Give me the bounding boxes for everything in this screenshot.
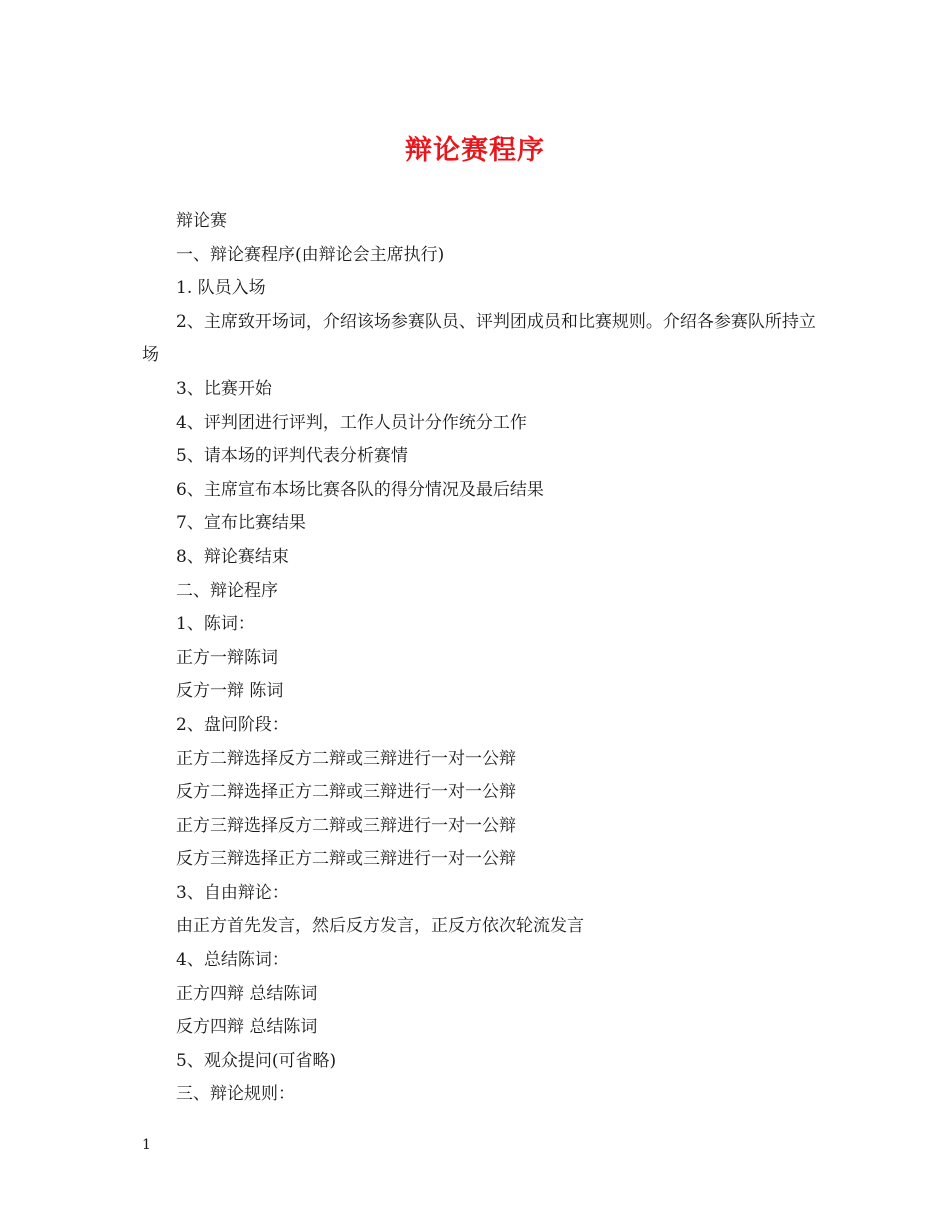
list-item: 5、请本场的评判代表分析赛情 (176, 446, 408, 467)
document-body (142, 205, 822, 1112)
paragraph-line: 正方四辩 总结陈词 (176, 983, 318, 1004)
paragraph-line: 由正方首先发言，然后反方发言，正反方依次轮流发言 (176, 916, 584, 937)
list-item: 4、总结陈词： (176, 950, 289, 971)
list-item: 1、陈词： (176, 614, 255, 635)
list-item: 8、辩论赛结束 (176, 546, 289, 567)
section-heading: 一、辩论赛程序(由辩论会主席执行) (176, 244, 445, 265)
list-item: 7、宣布比赛结果 (176, 513, 306, 534)
document-title: 辩论赛程序 (405, 135, 545, 166)
list-item: 3、自由辩论： (176, 882, 289, 903)
list-item: 2、盘问阶段： (176, 714, 289, 735)
paragraph-line: 反方四辩 总结陈词 (176, 1017, 318, 1038)
list-item: 1. 队员入场 (176, 278, 266, 299)
paragraph-line: 反方一辩 陈词 (176, 681, 284, 702)
list-item: 5、观众提问(可省略) (176, 1050, 337, 1071)
paragraph-line: 辩论赛 (176, 211, 227, 231)
list-item: 3、比赛开始 (176, 378, 272, 399)
list-item: 2、主席致开场词，介绍该场参赛队员、评判团成员和比赛规则。介绍各参赛队所持立场 (142, 311, 816, 366)
section-heading: 三、辩论规则： (176, 1084, 295, 1105)
paragraph-line: 正方二辩选择反方二辩或三辩进行一对一公辩 (176, 748, 516, 769)
section-heading: 二、辩论程序 (176, 580, 278, 601)
list-item: 4、评判团进行评判，工作人员计分作统分工作 (176, 412, 527, 433)
list-item: 6、主席宣布本场比赛各队的得分情况及最后结果 (176, 479, 544, 500)
page-number: 1 (142, 1137, 151, 1153)
paragraph-line: 反方二辩选择正方二辩或三辩进行一对一公辩 (176, 782, 516, 803)
paragraph-line: 反方三辩选择正方二辩或三辩进行一对一公辩 (176, 849, 516, 870)
paragraph-line: 正方三辩选择反方二辩或三辩进行一对一公辩 (176, 815, 516, 836)
paragraph-line: 正方一辩陈词 (176, 647, 278, 668)
